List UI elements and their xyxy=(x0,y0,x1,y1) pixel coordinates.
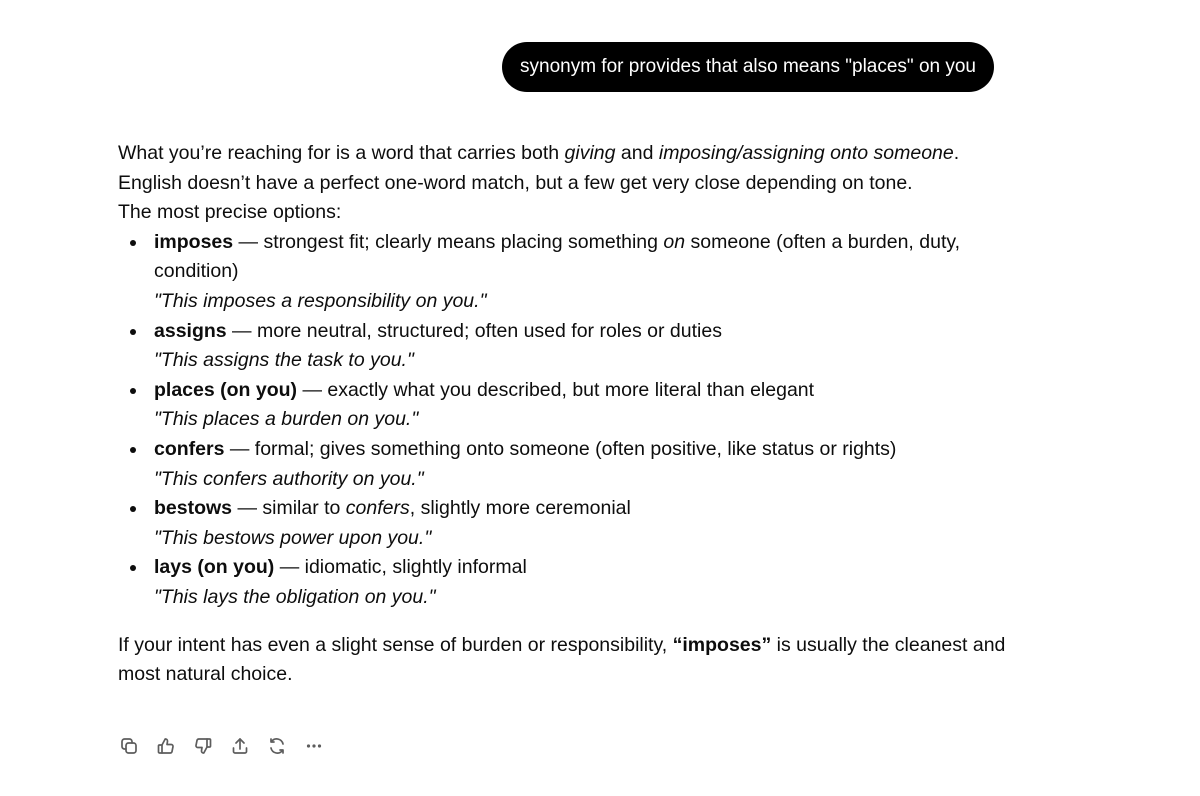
list-item xyxy=(118,553,1008,612)
option-example-text: "This confers authority on you." xyxy=(154,467,424,490)
message-actions-bar xyxy=(116,733,338,759)
share-icon xyxy=(230,736,250,756)
option-term: assigns xyxy=(154,319,227,342)
option-example-text: "This bestows power upon you." xyxy=(154,526,432,549)
intro-text-1: What you’re reaching for is a word that carries both xyxy=(118,142,565,164)
copy-button[interactable] xyxy=(116,733,142,759)
option-example-text: "This assigns the task to you." xyxy=(154,349,414,372)
option-desc: — idiomatic, slightly informal xyxy=(274,556,527,579)
option-example xyxy=(154,287,1008,317)
conclusion-text-1: If your intent has even a slight sense of burden or responsibility, xyxy=(118,633,673,656)
option-example xyxy=(154,405,1008,435)
option-term: bestows xyxy=(154,497,233,520)
option-desc: — formal; gives something onto someone (often positive, like status or rights) xyxy=(224,437,897,460)
option-desc-emphasis: on xyxy=(663,230,686,253)
option-line xyxy=(154,435,1008,465)
option-example-text: "This lays the obligation on you." xyxy=(154,585,436,608)
option-desc-emphasis: confers xyxy=(345,497,410,520)
conclusion-strong: “imposes” xyxy=(672,633,772,656)
option-line xyxy=(154,494,1008,524)
share-button[interactable] xyxy=(227,733,253,759)
option-example xyxy=(154,524,1008,554)
options-list xyxy=(118,228,1008,613)
option-term: imposes xyxy=(154,230,234,253)
option-example xyxy=(154,583,1008,613)
intro-text-3: . English doesn’t have a perfect one-word match, but a few get very close depending on tone. xyxy=(118,142,960,194)
intro-paragraph xyxy=(118,139,1008,198)
copy-icon xyxy=(119,736,139,756)
list-item xyxy=(118,228,1008,317)
option-desc-after: , slightly more ceremonial xyxy=(409,497,631,520)
option-example-text: "This imposes a responsibility on you." xyxy=(154,289,487,312)
more-icon xyxy=(304,736,324,756)
option-term: places (on you) xyxy=(154,378,298,401)
intro-text-2: and xyxy=(615,142,659,164)
option-line xyxy=(154,317,1008,347)
assistant-message xyxy=(118,139,1008,690)
option-line xyxy=(154,553,1008,583)
intro-emphasis-giving: giving xyxy=(564,142,616,164)
thumbs-down-button[interactable] xyxy=(190,733,216,759)
option-line xyxy=(154,228,1008,287)
option-term: lays (on you) xyxy=(154,556,275,579)
user-message-row xyxy=(0,42,994,92)
option-line xyxy=(154,376,1008,406)
list-item xyxy=(118,376,1008,435)
options-lead: The most precise options: xyxy=(118,201,342,224)
intro-emphasis-imposing: imposing/assigning onto someone xyxy=(658,142,954,164)
option-term: confers xyxy=(154,437,225,460)
conclusion-text-2: is usually the cleanest and most natural choice. xyxy=(118,633,1006,686)
more-options-button[interactable] xyxy=(301,733,327,759)
list-item xyxy=(118,494,1008,553)
option-desc: — similar to xyxy=(232,497,346,520)
thumbs-up-button[interactable] xyxy=(153,733,179,759)
option-desc: — strongest fit; clearly means placing something xyxy=(233,230,664,253)
option-example-text: "This places a burden on you." xyxy=(154,408,419,431)
regenerate-button[interactable] xyxy=(264,733,290,759)
option-desc: — more neutral, structured; often used for roles or duties xyxy=(226,319,722,342)
option-example xyxy=(154,346,1008,376)
option-desc: — exactly what you described, but more literal than elegant xyxy=(297,378,815,401)
conclusion-paragraph xyxy=(118,631,1008,690)
regenerate-icon xyxy=(267,736,287,756)
list-item xyxy=(118,317,1008,376)
list-item xyxy=(118,435,1008,494)
option-desc-after: someone (often a burden, duty, condition) xyxy=(154,230,961,283)
thumbs-down-icon xyxy=(193,736,213,756)
user-message-bubble: synonym for provides that also means "places" on you xyxy=(502,42,994,92)
thumbs-up-icon xyxy=(156,736,176,756)
option-example xyxy=(154,465,1008,495)
